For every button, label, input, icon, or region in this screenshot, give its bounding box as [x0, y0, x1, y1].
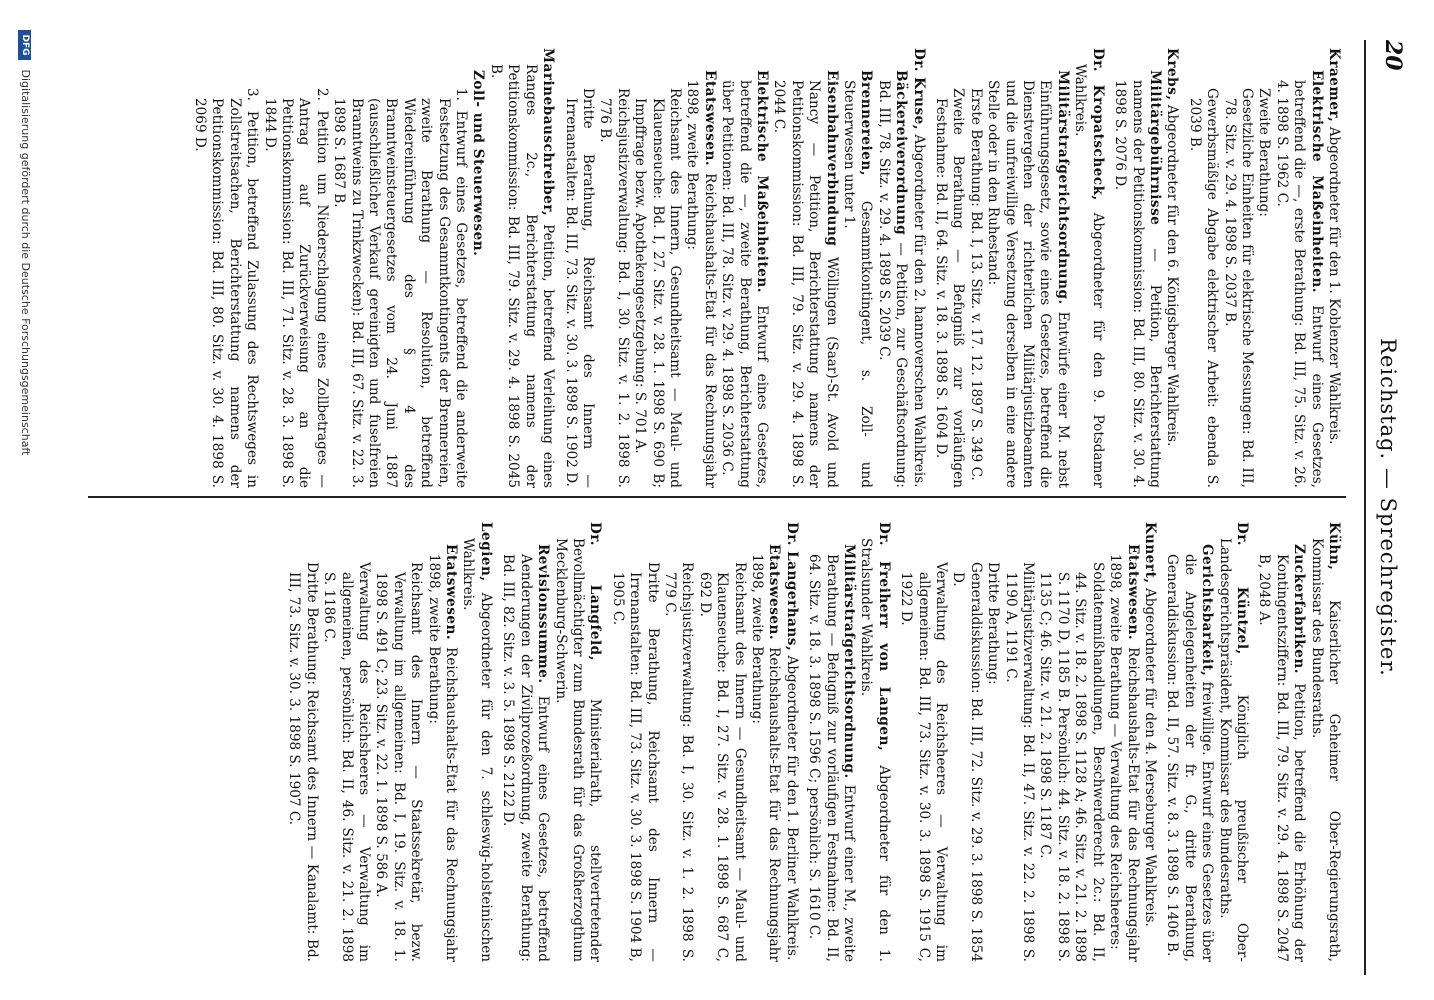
entry-subitem	[191, 64, 261, 488]
entry-name: Kühn,	[1326, 522, 1342, 571]
page-header	[1354, 40, 1414, 975]
entry-subitem	[966, 64, 983, 488]
entry-name: Dr. Küntzel,	[1233, 522, 1250, 655]
subitem-title: Zuckerfabriken.	[1291, 544, 1308, 674]
entry-subitem	[561, 64, 596, 488]
subitem-text: Entwurf eines Gesetzes, betreffend die —, erste Berathung: Bd. III, 75. Sitz. v. 26. 4. 1898 S. 1962 C.	[1273, 80, 1325, 488]
subitem-text: Verwaltung des Reichsheeres — Verwaltung im allgemeinen: Bd. III, 73. Sitz. v. 30. 3. 1898 S. 1915 C, 1922 D.	[898, 562, 950, 962]
entry-subitem	[608, 538, 660, 962]
entry-description: Ministerialrath, stellvertretender Bevollmächtigter zum Bundesrath für das Großherzogthum Mecklenburg-Schwerin.	[552, 538, 604, 962]
entry-subitem	[469, 64, 486, 488]
entry-subitem	[1255, 64, 1272, 488]
subitem-text: Reichsamt des Innern — Staatssekretär, bezw. Verwaltung im allgemeinen: Bd. I, 19. Sitz. v. 18. 1. 1898 S. 491 C; 23. Sitz. v. 22. 1. 1898 S. 586 A.	[373, 562, 425, 962]
subitem-text: Entwurf eines Gesetzes, betreffend Aenderungen der Zivilprozeßordnung, zweite Berathung: Bd. III, 82. Sitz. v. 3. 5. 1898 S. 2122 D.	[500, 554, 552, 962]
entry-name: Kraemer,	[1326, 48, 1342, 123]
entry-subitem	[984, 64, 1071, 488]
entry-subitem	[932, 64, 967, 488]
register-entry	[499, 522, 603, 962]
subitem-text: Dritte Berathung: Reichsamt des Innern — Kanalamt: Bd. III, 73. Sitz. v. 30. 3. 1898 S. 1907 C.	[286, 562, 320, 962]
column-divider	[88, 496, 1346, 498]
entry-subitem	[840, 64, 875, 488]
register-entry	[1255, 522, 1342, 962]
subitem-title: Militärgebührnisse	[1146, 70, 1163, 226]
subitem-title: Etatswesen.	[701, 70, 718, 167]
subitem-text: Dritte Berathung, Reichsamt des Innern — Irrenanstalten: Bd. III, 73. Sitz. v. 30. 3. 1898 S. 1902 D.	[562, 88, 596, 488]
entry-subitem	[372, 538, 424, 962]
entry-description: Abgeordneter für den 9. Potsdamer Wahlkreis.	[1072, 64, 1106, 488]
entry-subitem	[770, 64, 840, 488]
subitem-title: Militärstrafgerichtsordnung.	[1054, 70, 1071, 305]
entry-subitem	[683, 64, 718, 488]
entry-description: Abgeordneter für den 1. Stralsunder Wahlkreis.	[858, 538, 892, 962]
entry-name: Dr. Kropatscheck,	[1089, 48, 1106, 201]
entry-subitem	[661, 538, 696, 962]
subitem-text: 1. Entwurf eines Gesetzes, betreffend die anderweite Festsetzung des Gesammtkontingents der Brennereien, zweite Berathung — Resolution, betreffend Wiedereinführung des § 4 des Branntweinsteuergesetzes vom 24. Juni 1887 (ausschließlicher Verkauf gereinigten und fuselfreien Branntweins zu Trinkzwecken): Bd. III, 67. Sitz. v. 22. 3. 1898 S. 1687 B.	[331, 88, 470, 488]
entry-subitem	[984, 538, 1001, 962]
subitem-text: Reichsjustizverwaltung: Bd. I, 30. Sitz. v. 1. 2. 1898 S. 779 C.	[661, 562, 696, 962]
entry-subitem	[1163, 538, 1215, 962]
entry-name: Dr. Kruse,	[910, 48, 927, 131]
entry-description: Abgeordneter für den 7. schleswig-holsteinischen Wahlkreis.	[460, 538, 494, 962]
entry-description: Abgeordneter für den 1. Berliner Wahlkreis.	[783, 655, 800, 961]
subitem-text: Wöllingen (Saar)-St. Avold und Nancy — Petition, Berichterstattung namens der Petitionskommission: Bd. III, 79. Sitz. v. 29. 4. 1898 S. 2044 C.	[771, 80, 840, 488]
entry-subitem	[499, 538, 551, 962]
subitem-text: Zweite Berathung — Befugniß zur vorläufigen Festnahme: Bd. II, 64. Sitz. v. 18. 3. 1898 S. 1604 D.	[933, 88, 967, 488]
register-entry	[1185, 48, 1342, 488]
register-entry	[285, 522, 494, 962]
subitem-text: Reichshaushalts-Etat für das Rechnungsjahr 1898, zweite Berathung:	[425, 554, 460, 962]
entry-subitem	[748, 538, 783, 962]
dfg-logo-icon: DFG	[19, 30, 32, 60]
subitem-text: Generaldiskussion: Bd. III, 72. Sitz. v. 29. 3. 1898 S. 1854 D.	[950, 562, 984, 962]
entry-description: Abgeordneter für den 1. Koblenzer Wahlkreis.	[1326, 126, 1342, 445]
entry-subitem	[1272, 64, 1324, 488]
entry-description: Abgeordneter für den 4. Merseburger Wahlkreis.	[1141, 587, 1158, 927]
subitem-title: Militärstrafgerichtsordnung.	[841, 544, 858, 779]
subitem-title: Etatswesen.	[766, 544, 783, 641]
page-number: 20	[1380, 40, 1406, 71]
register-entry	[1111, 48, 1181, 488]
subitem-text: — Petition, Berichterstattung namens der Petitionskommission: Bd. III, 80. Sitz. v. 30. 4. 1898 S. 2076 D.	[1112, 80, 1163, 488]
entry-subitem	[695, 538, 747, 962]
subitem-text: Reichshaushalts-Etat für das Rechnungsjahr 1898, zweite Berathung — Verwaltung des Reichsheeres:	[1107, 554, 1141, 962]
subitem-text: Militärjustizverwaltung: Bd. II, 47. Sitz. v. 22. 2. 1898 S. 1190 A, 1191 C.	[1002, 562, 1037, 962]
entry-subitem	[949, 538, 984, 962]
subitem-text: Reichshaushalts-Etat für das Rechnungsjahr 1898, zweite Berathung:	[749, 554, 783, 962]
register-entry	[805, 522, 892, 962]
subitem-text: Entwürfe einer M. nebst Einführungsgesetz, sowie eines Gesetzes, betreffend die Dienstvergehen der richterlichen Militärjustizbeamten und die unfreiwillige Versetzung derselben in eine andere Stelle oder in den Ruhestand:	[985, 80, 1071, 488]
entry-subitem	[260, 64, 330, 488]
entry-description: Kaiserlicher Geheimer Ober-Regierungsrath, Kommissar des Bundesraths.	[1308, 538, 1342, 962]
entry-subitem	[1111, 64, 1163, 488]
entry-subitem	[330, 64, 469, 488]
left-column	[92, 48, 1342, 488]
entry-description: Abgeordneter für den 6. Königsberger Wahlkreis.	[1164, 104, 1181, 447]
subitem-text: Soldatenmißhandlungen, Beschwerderecht 2c.: Bd. II, 44. Sitz. v. 18. 2. 1898 S. 1128 A; 46. Sitz. v. 21. 2. 1898 S. 1170 D, 1185 B. Persönlich: 44. Sitz. v. 18. 2. 1898 S. 1135 C; 46. Sitz. v. 21. 2. 1898 S. 1187 C.	[1037, 562, 1106, 962]
subitem-text: Erste Berathung: Bd. I, 13. Sitz. v. 17. 12. 1897 S. 349 C.	[967, 88, 984, 481]
entry-name: Kunert,	[1141, 522, 1158, 584]
entry-subitem	[874, 64, 909, 488]
entry-name: Dr. Langerhans,	[783, 522, 800, 652]
subitem-title: Revisionssumme.	[535, 544, 552, 684]
entry-subitem	[320, 538, 372, 962]
subitem-text: Gesammtkontingent, s. Zoll- und Steuerwesen unter 1.	[841, 80, 875, 488]
entry-subitem	[285, 538, 320, 962]
subitem-title: Etatswesen.	[1124, 544, 1141, 641]
entry-subitem	[1036, 538, 1106, 962]
register-entry	[1163, 522, 1250, 962]
entry-subitem	[596, 64, 631, 488]
subitem-text: Zweite Berathung:	[1256, 88, 1273, 217]
page-title: Reichstag. — Sprechregister.	[1376, 338, 1400, 677]
subitem-text: Entwurf eines Gesetzes, betreffend die —, zweite Berathung, Berichterstattung über Petitionen: Bd. III, 78. Sitz. v. 29. 4. 1898 S. 2036 C.	[719, 80, 770, 488]
subitem-text: Reichsjustizverwaltung: Bd. I, 30. Sitz. v. 1. 2. 1898 S. 776 B.	[597, 88, 631, 488]
subitem-title: Zoll- und Steuerwesen.	[470, 70, 487, 257]
subitem-text: Dritte Berathung:	[985, 562, 1002, 685]
digitization-footer	[19, 30, 33, 950]
entry-subitem	[1255, 538, 1307, 962]
subitem-text: freiwillige. Entwurf eines Gesetzes über die Angelegenheiten der fr. G., dritte Berathung, Generaldiskussion: Bd. II, 57. Sitz. v. 8. 3. 1898 S. 1406 B.	[1164, 554, 1216, 962]
entry-name: Dr. Freiherr von Langen,	[875, 522, 892, 752]
subitem-title: Gerichtsbarkeit,	[1199, 544, 1216, 677]
entry-subitem	[1185, 64, 1220, 488]
subitem-text: Gewerbsmäßige Abgabe elektrischer Arbeit: ebenda S. 2039 B.	[1186, 88, 1221, 488]
entry-subitem	[805, 538, 857, 962]
entry-subitem	[424, 538, 459, 962]
subitem-title: Elektrische Maßeinheiten.	[1308, 70, 1325, 293]
register-entry	[897, 522, 1158, 962]
entry-description: Petition, betreffend Verleihung eines Ranges 2c., Berichterstattung namens der Petitionskommission: Bd. III, 79. Sitz. v. 29. 4. 1898 S. 2045 B.	[487, 64, 557, 488]
subitem-text: 2. Petition um Niederschlagung eines Zollbetrages — Antrag auf Zurückverweisung an die Petitionskommission: Bd. III, 71. Sitz. v. 28. 3. 1898 S. 1844 D.	[261, 88, 330, 488]
header-rule	[1364, 40, 1366, 975]
footer-text: Digitalisierung gefördert durch die Deutsche Forschungsgemeinschaft	[19, 69, 32, 456]
subitem-text: Reichsamt des Innern — Gesundheitsamt — Maul- und Klauenseuche: Bd. I, 27. Sitz. v. 28. 1. 1898 S. 687 C, 692 D.	[696, 562, 748, 962]
entry-subitem	[897, 538, 949, 962]
entry-subitem	[718, 64, 770, 488]
entry-subitem	[631, 64, 683, 488]
entry-name: Legien,	[477, 522, 494, 582]
entry-description: Abgeordneter für den 2. hannoverschen Wahlkreis.	[910, 134, 927, 488]
subitem-title: Eisenbahnverbindung	[823, 70, 840, 247]
register-entry	[932, 48, 1106, 488]
register-entry	[608, 522, 799, 962]
subitem-title: Bäckereiverordnung	[893, 70, 910, 236]
subitem-title: Etatswesen.	[443, 544, 460, 641]
entry-subitem	[1220, 64, 1255, 488]
subitem-text: 3. Petition, betreffend Zulassung des Rechtsweges in Zollstreitsachen, Berichterstattung namens der Petitionskommission: Bd. III, 80. Sitz. v. 30. 4. 1898 S. 2069 D.	[192, 88, 261, 488]
entry-description: Königlich preußischer Ober-Landesgerichtspräsident, Kommissar des Bundesraths.	[1216, 538, 1250, 962]
entry-name: Marinebauschreiber,	[540, 48, 557, 217]
subitem-text: Petition, betreffend die Erhöhung der Kontingentsziffern: Bd. III, 79. Sitz. v. 29. 4. 1898 S. 2047 B, 2048 A.	[1256, 554, 1308, 962]
register-entry	[561, 48, 927, 488]
subitem-text: Gesetzliche Einheiten für elektrische Messungen: Bd. III, 78. Sitz. v. 29. 4. 1898 S. 2037 B.	[1221, 88, 1255, 488]
subitem-text: — Petition, zur Geschäftsordnung: Bd. III, 78. Sitz. v. 29. 4. 1898 S. 2039 C.	[875, 80, 910, 488]
right-column	[92, 522, 1342, 962]
subitem-text: Verwaltung des Reichsheeres — Verwaltung im allgemeinen, persönlich: Bd. II, 46. Sitz. v. 21. 2. 1898 S. 1186 C.	[321, 562, 373, 962]
subitem-text: Entwurf einer M., zweite Berathung — Befugniß zur vorläufigen Festnahme: Bd. II, 64. Sitz. v. 18. 3. 1898 S. 1596 C; persönlich: S. 1610 C.	[806, 554, 858, 962]
subitem-text: Dritte Berathung, Reichsamt des Innern — Irrenanstalten: Bd. III, 73. Sitz. v. 30. 3. 1898 S. 1904 B, 1905 C.	[609, 562, 661, 962]
entry-subitem	[1106, 538, 1141, 962]
entry-name: Krebs,	[1164, 48, 1181, 101]
register-entry	[191, 48, 557, 488]
subitem-text: Reichsamt des Innern, Gesundheitsamt — Maul- und Klauenseuche: Bd. I, 27. Sitz. v. 28. 1. 1898 S. 690 B; Impffrage bezw. Apothekengesetzgebung: S. 701 A.	[632, 88, 683, 488]
subitem-text: Reichshaushalts-Etat für das Rechnungsjahr 1898, zweite Berathung:	[684, 80, 718, 488]
entry-name: Dr. Langfeld,	[587, 522, 604, 661]
subitem-title: Brennereien,	[858, 70, 875, 176]
subitem-title: Elektrische Maßeinheiten.	[754, 70, 770, 293]
entry-subitem	[1001, 538, 1036, 962]
